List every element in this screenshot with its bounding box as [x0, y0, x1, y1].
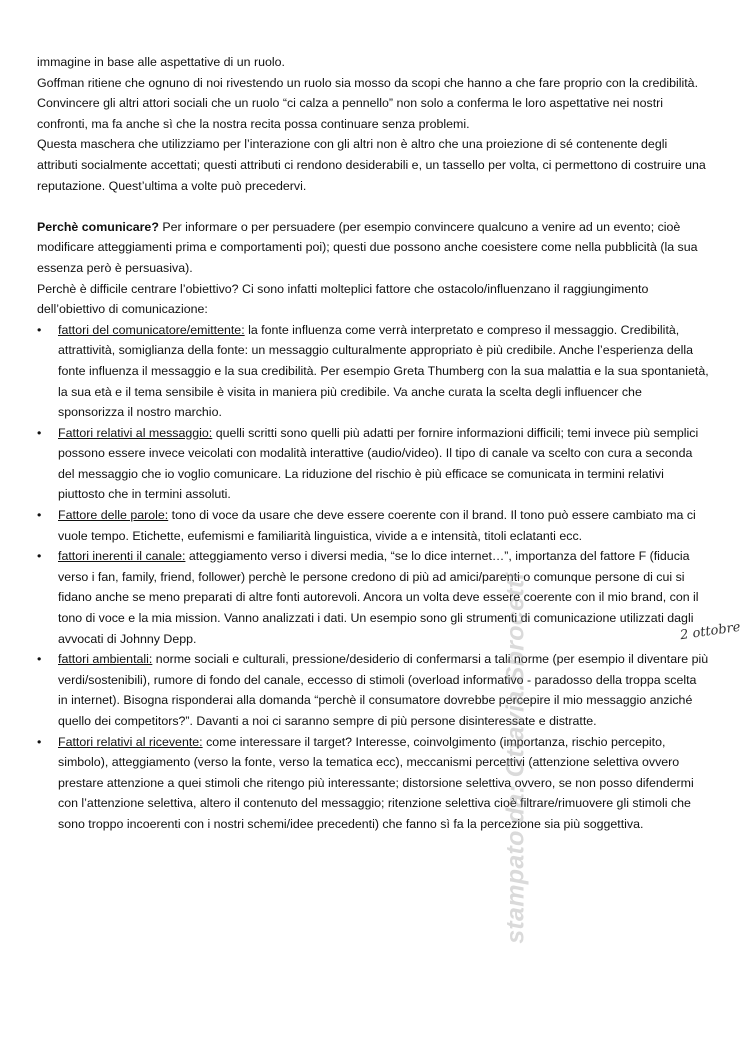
list-item: [37, 423, 709, 505]
list-item: [37, 546, 709, 649]
list-item-label: fattori del comunicatore/emittente:: [58, 322, 245, 337]
document-page: [37, 52, 709, 835]
watermark: stampato da: Ottavia.Sbrocetti: [501, 572, 530, 944]
section-paragraph: [37, 217, 709, 279]
list-item: [37, 649, 709, 731]
section-paragraph-2: Perchè è difficile centrare l’obiettivo? Ci sono infatti molteplici fattore che ostacolo/influenzano il raggiungimento dell’obiettivo di comunicazione:: [37, 281, 649, 317]
handwritten-date-note: 2 ottobre: [679, 619, 742, 644]
section-heading: Perchè comunicare?: [37, 219, 159, 234]
list-item-text: la fonte influenza come verrà interpretato e compreso il messaggio. Credibilità, attrattività, somiglianza della fonte: un messaggio culturalmente appropriato è più credibile. Anche l’esperienza della fonte influenza il messaggio e la sua credibilità. Per esempio Greta Thumberg con la sua malattia e la sua spontanietà, la sua età e il tema sensibile è visita in maniera più credibile. Va anche curata la scelta degli influencer che sponsorizza il nostro marchio.: [58, 322, 709, 420]
intro-paragraph-1: immagine in base alle aspettative di un ruolo.: [37, 55, 285, 69]
factor-list: [37, 320, 709, 835]
list-item-text: atteggiamento verso i diversi media, “se lo dice internet…”, importanza del fattore F (fiducia verso i fan, family, friend, follower) perchè le persone credono di più ad amici/parenti o comunque persone di cui si fidano anche se meno preparati di altre fonti autorevoli. Ancora un volta deve essere coerente con il mio brand, con il tono di voce e la mia mission. Vanno analizzati i dati. Un esempio sono gli strumenti di comunicazione utilizzati dagli avvocati di Johnny Depp.: [58, 549, 699, 646]
list-item-text: tono di voce da usare che deve essere coerente con il brand. Il tono può essere cambiato ma ci vuole tempo. Etichette, eufemismi e familiarità linguistica, vivide a e intensità, titoli eclatanti ecc.: [58, 508, 696, 543]
section-text: Per informare o per persuadere (per esempio convincere qualcuno a venire ad un evento; cioè modificare atteggiamenti prima e comportamenti poi); questi due possono anche coesistere come nella pubblicità (la sua essenza però è persuasiva).: [37, 219, 698, 275]
list-item-label: fattori inerenti il canale:: [58, 549, 186, 564]
list-item-text: quelli scritti sono quelli più adatti per fornire informazioni difficili; temi invece più semplici possono essere invece veicolati con modalità interattive (audio/video). Il tipo di canale va scelto con cura a seconda del messaggio che io voglio comunicare. La riduzione del rischio è più efficace se comunicata in termini relativi piuttosto che in termini assoluti.: [58, 425, 699, 502]
list-item: [37, 505, 709, 546]
list-item-text: norme sociali e culturali, pressione/desiderio di confermarsi a tali norme (per esempio il diventare più verdi/sostenibili), rumore di fondo del canale, eccesso di stimoli (overload informativo - paradosso della troppa scelta in internet). Bisogna risponderai alla domanda “perchè il consumatore dovrebbe percepire il mio messaggio anziché quello dei competitors?”. Davanti a noi ci saranno sempre di più persone disinteressate e distratte.: [58, 652, 709, 728]
list-item-label: Fattori relativi al ricevente:: [58, 734, 203, 749]
list-item: [37, 732, 709, 835]
paragraph-gap: [37, 196, 709, 217]
intro-paragraph-3: Questa maschera che utilizziamo per l’interazione con gli altri non è altro che una proiezione di sé contenente degli attributi socialmente accettati; questi attributi ci rendono desiderabili e, un tassello per volta, ci permettono di costruire una reputazione. Quest’ultima a volte può precedervi.: [37, 137, 706, 193]
list-item-text: come interessare il target? Interesse, coinvolgimento (importanza, rischio percepito, simbolo), atteggiamento (verso la fonte, verso la tematica ecc), meccanismi percettivi (attenzione selettiva ovvero prestare attenzione a quei stimoli che ritengo più interessante; distorsione selettiva ovvero, se non posso difendermi con l’attenzione selettiva, altero il contenuto del messaggio; ritenzione selettiva cioè filtrare/rimuovere gli stimoli che sono troppo incoerenti con i nostri schemi/idee precedenti) che fanno sì fa la percezione sia più soggettiva.: [58, 734, 694, 831]
list-item-label: Fattore delle parole:: [58, 508, 169, 523]
list-item: [37, 320, 709, 423]
list-item-label: Fattori relativi al messaggio:: [58, 425, 213, 440]
intro-paragraph-2: Goffman ritiene che ognuno di noi rivestendo un ruolo sia mosso da scopi che hanno a che fare proprio con la credibilità. Convincere gli altri attori sociali che un ruolo “ci calza a pennello” non solo a conferma le loro aspettative nei nostri confronti, ma fa anche sì che la nostra recita possa continuare senza problemi.: [37, 75, 699, 131]
list-item-label: fattori ambientali:: [58, 652, 153, 667]
